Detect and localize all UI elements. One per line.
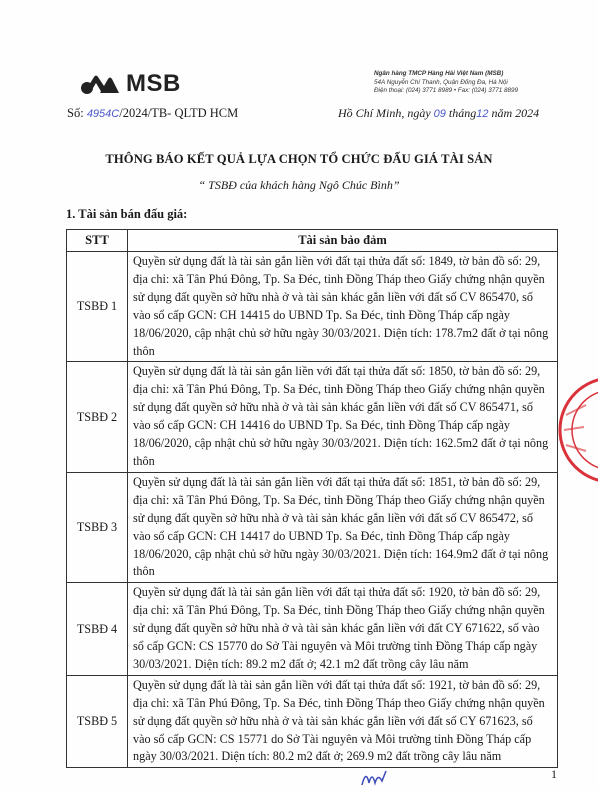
table-row (67, 472, 558, 582)
document-subtitle: “ TSBĐ của khách hàng Ngô Chúc Bình” (198, 178, 400, 192)
table-row (67, 583, 558, 676)
section-heading: 1. Tài sản bán đấu giá: (66, 207, 188, 221)
date-month: 12 (476, 108, 489, 120)
table-row (67, 252, 558, 362)
row-asset-text: Quyền sử dụng đất là tài sản gắn liền với đất tại thửa đất số: 1849, tờ bản đồ số: 29, địa chỉ: xã Tân Phú Đông, Tp. Sa Đéc, tỉnh Đồng Tháp theo Giấy chứng nhận quyền sử dụng đất quyền sở hữu nhà ở và tài sản khác gắn liền với đất số CV 865470, số vào sổ cấp GCN: CH 14415 do UBND Tp. Sa Đéc, tỉnh Đồng Tháp cấp ngày 18/06/2020, cập nhật chủ sở hữu ngày 30/03/2021. Diện tích: 178.7m2 đất ở tại nông thôn (128, 252, 558, 362)
page-number: 1 (551, 767, 557, 781)
col-stt-header: STT (67, 230, 128, 252)
bank-name: Ngân hàng TMCP Hàng Hải Việt Nam (MSB) (374, 70, 504, 77)
row-stt: TSBĐ 2 (67, 362, 128, 472)
row-stt: TSBĐ 3 (67, 472, 128, 582)
place-date (338, 106, 539, 121)
table-row (67, 362, 558, 472)
row-asset-text: Quyền sử dụng đất là tài sản gắn liền với đất tại thửa đất số: 1851, tờ bản đồ số: 29, địa chỉ: xã Tân Phú Đông, Tp. Sa Đéc, tỉnh Đồng Tháp theo Giấy chứng nhận quyền sử dụng đất quyền sở hữu nhà ở và tài sản khác gắn liền với đất số CV 865472, số vào sổ cấp GCN: CH 14417 do UBND Tp. Sa Đéc, tỉnh Đồng Tháp cấp ngày 18/06/2020, cập nhật chủ sở hữu ngày 30/03/2021. Diện tích: 164.9m2 đất ở tại nông thôn (128, 472, 558, 582)
table-header-row (67, 230, 558, 252)
document-title: THÔNG BÁO KẾT QUẢ LỰA CHỌN TỔ CHỨC ĐẤU GIÁ TÀI SẢN (105, 152, 493, 166)
reference-number (67, 106, 238, 121)
row-asset-text: Quyền sử dụng đất là tài sản gắn liền với đất tại thửa đất số: 1920, tờ bản đồ số: 29, địa chỉ: xã Tân Phú Đông, Tp. Sa Đéc, tỉnh Đồng Tháp theo Giấy chứng nhận quyền sử dụng đất quyền sở hữu nhà ở và tài sản khác gắn liền với đất CY 671622, số vào sổ cấp GCN: CS 15770 do Sở Tài nguyên và Môi trường tỉnh Đồng Tháp cấp ngày 30/03/2021. Diện tích: 89.2 m2 đất ở; 42.1 m2 đất trồng cây lâu năm (128, 583, 558, 676)
col-asset-header: Tài sản bảo đảm (128, 230, 558, 252)
msb-logo-icon (80, 73, 120, 95)
red-seal-stamp-icon (556, 375, 598, 485)
row-stt: TSBĐ 5 (67, 675, 128, 768)
row-asset-text: Quyền sử dụng đất là tài sản gắn liền với đất tại thửa đất số: 1850, tờ bản đồ số: 29, địa chỉ: xã Tân Phú Đông, Tp. Sa Đéc, tỉnh Đồng Tháp theo Giấy chứng nhận quyền sử dụng đất quyền sở hữu nhà ở và tài sản khác gắn liền với đất số CV 865471, số vào sổ cấp GCN: CH 14416 do UBND Tp. Sa Đéc, tỉnh Đồng Tháp cấp ngày 18/06/2020, cập nhật chủ sở hữu ngày 30/03/2021. Diện tích: 162.5m2 đất ở tại nông thôn (128, 362, 558, 472)
bank-info (374, 70, 518, 96)
date-prefix: Hồ Chí Minh, ngày (338, 106, 431, 120)
ref-suffix: /2024/TB- QLTD HCM (119, 106, 239, 120)
row-stt: TSBĐ 4 (67, 583, 128, 676)
row-asset-text: Quyền sử dụng đất là tài sản gắn liền với đất tại thửa đất số: 1921, tờ bản đồ số: 29, địa chỉ: xã Tân Phú Đông, Tp. Sa Đéc, tỉnh Đồng Tháp theo Giấy chứng nhận quyền sử dụng đất quyền sở hữu nhà ở và tài sản khác gắn liền với đất số CY 671623, số vào sổ cấp GCN: CS 15771 do Sở Tài nguyên và Môi trường tỉnh Đồng Tháp cấp ngày 30/03/2021. Diện tích: 80.2 m2 đất ở; 269.9 m2 đất trồng cây lâu năm (128, 675, 558, 768)
date-month-label: tháng (448, 106, 477, 120)
brand-name: MSB (126, 70, 181, 97)
bank-contact: Điện thoại: (024) 3771 8989 • Fax: (024) 3771 8899 (374, 87, 518, 94)
ref-handwritten-number: 4954C (86, 108, 120, 120)
table-row (67, 675, 558, 768)
msb-logo (80, 70, 181, 98)
date-year: năm 2024 (491, 106, 540, 120)
ref-prefix: Số: (67, 106, 84, 120)
bank-address: 54A Nguyễn Chí Thanh, Quận Đống Đa, Hà Nội (374, 78, 508, 86)
date-day: 09 (433, 108, 446, 120)
assets-table (66, 229, 558, 768)
signature-initials-icon (360, 765, 390, 789)
row-stt: TSBĐ 1 (67, 252, 128, 362)
